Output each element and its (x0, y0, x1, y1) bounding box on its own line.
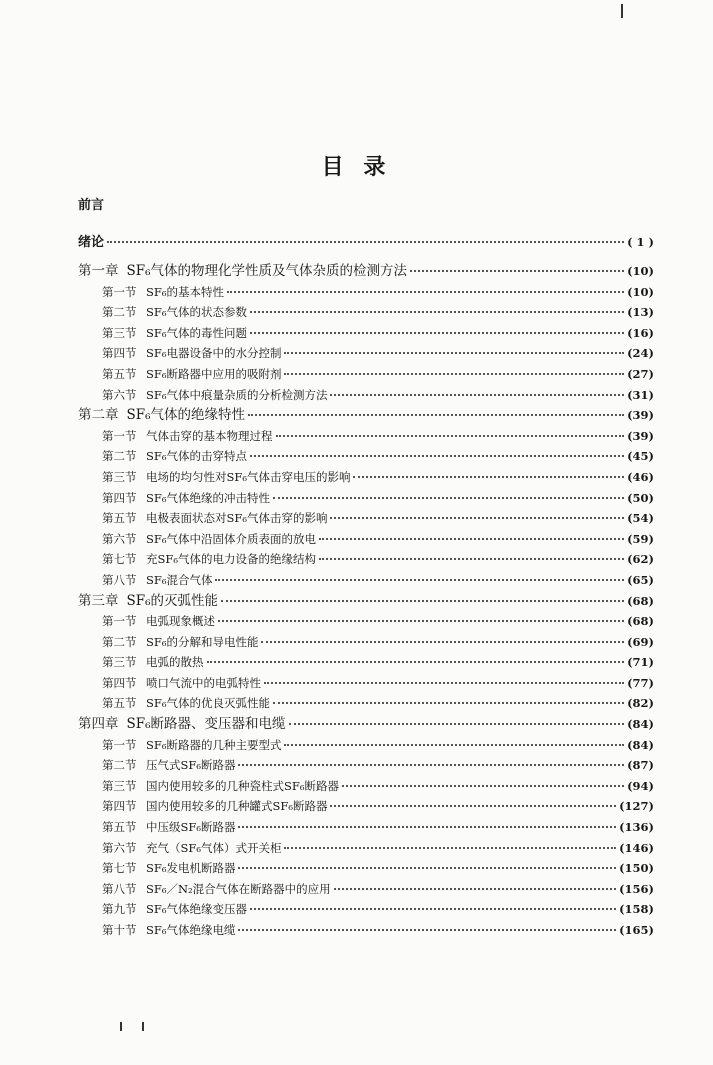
chapter-entry-number: 第二章 (78, 407, 119, 424)
section-entry-number: 第四节 (102, 675, 137, 690)
section-entry (78, 693, 654, 714)
dot-leader (410, 270, 624, 272)
section-entry-title: SF₆断路器的几种主要型式 (146, 737, 282, 752)
dot-leader (238, 826, 616, 828)
table-of-contents (78, 196, 654, 941)
section-entry-title: 压气式SF₆断路器 (146, 758, 236, 773)
section-entry-title: SF₆气体的优良灭弧性能 (146, 696, 270, 711)
section-entry-number: 第九节 (102, 902, 137, 917)
chapter-entry-number: 第四章 (78, 716, 119, 733)
section-entry (78, 632, 654, 653)
section-entry (78, 570, 654, 591)
section-entry (78, 343, 654, 364)
dot-leader (330, 517, 624, 519)
section-entry-title: SF₆的分解和导电性能 (146, 634, 259, 649)
chapter-entry-page-number: (68) (627, 593, 654, 608)
section-entry-page-number: (16) (627, 325, 654, 340)
preface-entry: 前言 (78, 198, 105, 213)
dot-leader (284, 847, 616, 849)
dot-leader (207, 661, 625, 663)
section-entry-page-number: (27) (627, 366, 654, 381)
section-entry (78, 776, 654, 797)
section-entry-title: SF₆气体绝缘变压器 (146, 902, 247, 917)
section-entry-page-number: (150) (619, 861, 654, 876)
section-entry-number: 第六节 (102, 531, 137, 546)
section-entry (78, 488, 654, 509)
dot-leader (238, 929, 616, 931)
section-entry (78, 508, 654, 529)
chapter-entry-title: SF₆的灭弧性能 (126, 592, 219, 609)
dot-leader (334, 888, 616, 890)
dot-leader (261, 641, 624, 643)
page-title: 目 录 (321, 154, 392, 180)
dot-leader (330, 394, 624, 396)
section-entry-page-number: (39) (627, 428, 654, 443)
section-entry (78, 364, 654, 385)
section-entry (78, 323, 654, 344)
chapter-entry-title: SF₆断路器、变压器和电缆 (126, 716, 286, 733)
section-entry-page-number: (158) (619, 902, 654, 917)
chapter-entry-title: SF₆气体的物理化学性质及气体杂质的检测方法 (126, 263, 408, 279)
intro-entry (78, 231, 654, 253)
chapter-entry-title: SF₆气体的绝缘特性 (126, 407, 246, 424)
dot-leader (276, 435, 625, 437)
section-entry-title: SF₆的基本特性 (146, 284, 224, 299)
section-entry-number: 第二节 (102, 758, 137, 773)
section-entry-number: 第一节 (102, 737, 137, 752)
chapter-entry-page-number: (10) (627, 264, 654, 278)
intro-title: 绪论 (78, 235, 105, 250)
section-entry-page-number: (10) (627, 284, 654, 299)
section-entry-title: 电极表面状态对SF₆气体击穿的影响 (146, 511, 328, 526)
section-entry-title: 气体击穿的基本物理过程 (146, 428, 273, 443)
section-entry-title: SF₆断路器中应用的吸附剂 (146, 366, 282, 381)
dot-leader (284, 373, 624, 375)
section-entry-page-number: (31) (627, 387, 654, 402)
section-entry-page-number: (46) (627, 469, 654, 484)
dot-leader (319, 558, 624, 560)
section-entry-page-number: (24) (627, 346, 654, 361)
section-entry-title: SF₆／N₂混合气体在断路器中的应用 (146, 881, 331, 896)
section-entry-title: SF₆气体中沿固体介质表面的放电 (146, 531, 316, 546)
section-entry-number: 第六节 (102, 387, 137, 402)
dot-leader (218, 620, 624, 622)
chapter-entry-number: 第三章 (78, 592, 119, 609)
section-entry-title: 电弧的散热 (146, 655, 204, 670)
section-entry-page-number: (94) (627, 778, 654, 793)
section-entry-number: 第五节 (102, 820, 137, 835)
section-entry-title: SF₆气体绝缘的冲击特性 (146, 490, 270, 505)
section-entry-title: SF₆气体绝缘电缆 (146, 923, 236, 937)
section-entry-title: SF₆电器设备中的水分控制 (146, 346, 282, 361)
section-entry-page-number: (50) (627, 490, 654, 505)
section-entry-title: 国内使用较多的几种罐式SF₆断路器 (146, 799, 328, 814)
dot-leader (330, 805, 616, 807)
section-entry-title: SF₆混合气体 (146, 572, 213, 587)
section-entry-number: 第三节 (102, 469, 137, 484)
section-entry-number: 第一节 (102, 284, 137, 299)
section-entry (78, 920, 654, 941)
section-entry-title: 国内使用较多的几种瓷柱式SF₆断路器 (146, 778, 339, 793)
section-entry (78, 529, 654, 550)
section-entry-page-number: (165) (619, 923, 654, 937)
section-entry (78, 467, 654, 488)
section-entry (78, 446, 654, 467)
section-entry-page-number: (84) (627, 737, 654, 752)
dot-leader (238, 867, 616, 869)
section-entry-page-number: (146) (619, 840, 654, 855)
section-entry-number: 第三节 (102, 778, 137, 793)
section-entry-title: SF₆气体的毒性问题 (146, 325, 247, 340)
section-entry-title: 充SF₆气体的电力设备的绝缘结构 (146, 552, 316, 567)
section-entry (78, 652, 654, 673)
section-entry-number: 第三节 (102, 325, 137, 340)
section-entry-title: SF₆气体的状态参数 (146, 305, 247, 320)
section-entry-number: 第三节 (102, 655, 137, 670)
section-entry (78, 796, 654, 817)
section-entry-title: SF₆发电机断路器 (146, 861, 236, 876)
section-entry (78, 899, 654, 920)
section-entry-title: 充气（SF₆气体）式开关柜 (146, 840, 282, 855)
chapter-entry (78, 405, 654, 426)
section-entry-page-number: (54) (627, 511, 654, 526)
section-entry-number: 第一节 (102, 428, 137, 443)
chapter-entry-number: 第一章 (78, 263, 119, 279)
section-entry-number: 第七节 (102, 861, 137, 876)
section-entry-page-number: (68) (627, 614, 654, 629)
intro-page-number: ( 1 ) (627, 235, 654, 249)
dot-leader (342, 785, 624, 787)
section-entry-number: 第五节 (102, 696, 137, 711)
section-entry-page-number: (87) (627, 758, 654, 773)
section-entry-page-number: (156) (619, 881, 654, 896)
section-entry-number: 第五节 (102, 511, 137, 526)
section-entry-page-number: (69) (627, 634, 654, 649)
section-entry-page-number: (71) (627, 655, 654, 670)
section-entry (78, 838, 654, 859)
section-entry (78, 735, 654, 756)
section-entry-page-number: (13) (627, 305, 654, 320)
section-entry-number: 第四节 (102, 490, 137, 505)
section-entry (78, 549, 654, 570)
section-entry-page-number: (136) (619, 820, 654, 835)
section-entry (78, 755, 654, 776)
section-entry-page-number: (65) (627, 572, 654, 587)
dot-leader (250, 908, 616, 910)
dot-leader (284, 744, 624, 746)
section-entry (78, 426, 654, 447)
section-entry-page-number: (77) (627, 675, 654, 690)
section-entry-number: 第八节 (102, 881, 137, 896)
section-entry (78, 817, 654, 838)
section-entry-number: 第二节 (102, 449, 137, 464)
chapter-entry-page-number: (84) (627, 717, 654, 732)
section-entry-number: 第八节 (102, 572, 137, 587)
chapter-entry (78, 591, 654, 612)
section-entry-page-number: (45) (627, 449, 654, 464)
dot-leader (250, 311, 624, 313)
dot-leader (273, 702, 624, 704)
section-entry (78, 282, 654, 303)
section-entry-number: 第五节 (102, 366, 137, 381)
section-entry (78, 385, 654, 406)
section-entry-number: 第一节 (102, 614, 137, 629)
dot-leader (353, 476, 624, 478)
dot-leader (284, 352, 624, 354)
dot-leader (264, 682, 624, 684)
dot-leader (238, 764, 624, 766)
dot-leader (289, 723, 625, 725)
dot-leader (107, 241, 624, 243)
dot-leader (227, 291, 624, 293)
section-entry (78, 302, 654, 323)
section-entry-title: 喷口气流中的电弧特性 (146, 675, 261, 690)
section-entry-title: SF₆气体的击穿特点 (146, 449, 247, 464)
section-entry (78, 611, 654, 632)
section-entry-number: 第七节 (102, 552, 137, 567)
section-entry (78, 673, 654, 694)
dot-leader (319, 538, 624, 540)
section-entry-number: 第六节 (102, 840, 137, 855)
section-entry-number: 第二节 (102, 305, 137, 320)
chapter-list (78, 261, 654, 941)
dot-leader (273, 497, 624, 499)
section-entry-number: 第十节 (102, 923, 137, 937)
dot-leader (215, 579, 624, 581)
dot-leader (221, 600, 624, 602)
chapter-entry (78, 714, 654, 735)
dot-leader (248, 414, 624, 416)
section-entry-title: 中压级SF₆断路器 (146, 820, 236, 835)
chapter-entry (78, 261, 654, 282)
dot-leader (250, 455, 624, 457)
section-entry-page-number: (127) (619, 799, 654, 814)
section-entry-title: SF₆气体中痕量杂质的分析检测方法 (146, 387, 328, 402)
section-entry-number: 第四节 (102, 346, 137, 361)
dot-leader (250, 332, 624, 334)
section-entry-title: 电场的均匀性对SF₆气体击穿电压的影响 (146, 469, 351, 484)
section-entry-title: 电弧现象概述 (146, 614, 215, 629)
section-entry (78, 858, 654, 879)
section-entry-page-number: (59) (627, 531, 654, 546)
section-entry-page-number: (62) (627, 552, 654, 567)
section-entry (78, 879, 654, 900)
section-entry-number: 第二节 (102, 634, 137, 649)
chapter-entry-page-number: (39) (627, 408, 654, 423)
section-entry-number: 第四节 (102, 799, 137, 814)
section-entry-page-number: (82) (627, 696, 654, 711)
